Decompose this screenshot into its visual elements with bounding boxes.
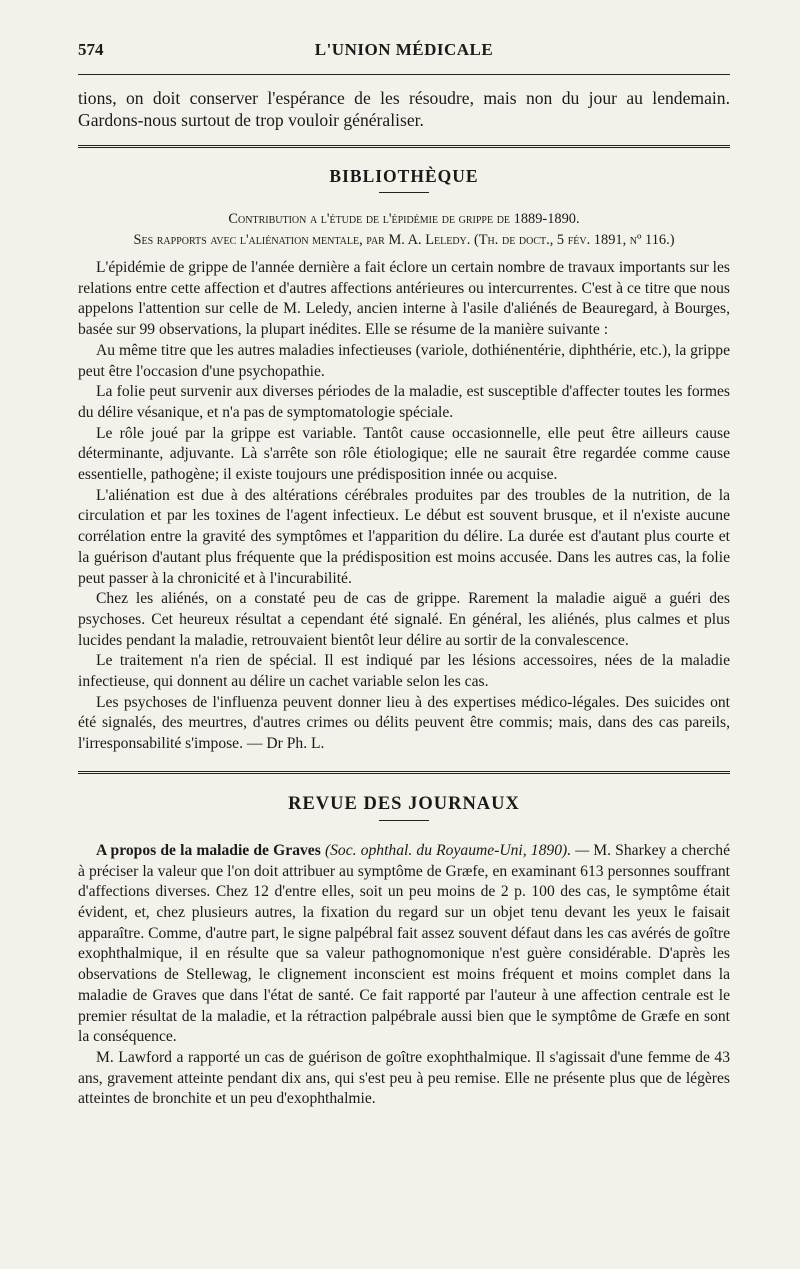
bibliotheque-paragraph: Le traitement n'a rien de spécial. Il est indiqué par les lésions accessoires, nées de la maladie infectieuse, qui donnent au délire un cachet variable selon les cas. <box>78 652 730 691</box>
book-reference-line2: Ses rapports avec l'aliénation mentale, par M. A. Leledy. (Th. de doct., 5 fév. 1891, nº 116.) <box>133 231 675 248</box>
book-reference-line1: Contribution a l'étude de l'épidémie de grippe de 1889-1890. <box>228 211 580 227</box>
page-number: 574 <box>78 40 104 59</box>
revue-paragraph: M. Lawford a rapporté un cas de guérison de goître exophthalmique. Il s'agissait d'une femme de 43 ans, gravement atteinte pendant dix ans, qui s'est peu à peu remise. Elle ne présente plus que de légères atteintes de bronchite et un peu d'exophthalmie. <box>78 1048 730 1108</box>
bibliotheque-paragraph: Les psychoses de l'influenza peuvent donner lieu à des expertises médico-légales. Des suicides ont été signalés, des meurtres, d'autres crimes ou délits peuvent être commis; mais, dans des cas pareils, l'irresponsabilité s'impose. — Dr Ph. L. <box>78 693 730 753</box>
bibliotheque-paragraph: Le rôle joué par la grippe est variable. Tantôt cause occasionnelle, elle peut être ailleurs cause déterminante, adjuvante. Là s'arrête son rôle étiologique; elle ne saurait être regardée comme cause essentielle, pathogène; il existe toujours une prédisposition innée ou acquise. <box>78 424 730 484</box>
bibliotheque-paragraph: Chez les aliénés, on a constaté peu de cas de grippe. Rarement la maladie aiguë a guéri des psychoses. Cet heureux résultat a cependant été signalé. En général, les aliénés, plus calmes et plus lucides pendant la maladie, retrouvaient bientôt leur délire au sortir de la convalescence. <box>78 590 730 649</box>
revue-paragraph: A propos de la maladie de Graves (Soc. ophthal. du Royaume-Uni, 1890). — M. Sharkey a cherché à préciser la valeur que l'on doit attribuer au symptôme de Græfe, en examinant 613 personnes souffrant d'affections diverses. Chez 12 d'entre elles, soit un peu moins de 2 p. 100 des cas, le symptôme était évident, et, chez plusieurs autres, la fixation du regard sur un objet tenu devant les yeux le faisait apparaître. Comme, d'autre part, le signe palpébral fait assez souvent défaut dans les cas avérés de goître exophthalmique, il en résulte que sa valeur pathognomonique n'est guère considérable. D'après les observations de Stellewag, le clignement inconscient est moins fréquent et moins complet dans la maladie de Graves que dans l'état de santé. Ce fait rapporté par l'auteur à une affection centrale est le premier résultat de la maladie, et la rétraction palpébrale aussi bien que le symptôme de Græfe en sont la conséquence. <box>78 841 730 1046</box>
bibliotheque-paragraph: La folie peut survenir aux diverses périodes de la maladie, est susceptible d'affecter toutes les formes du délire vésanique, et n'a pas de symptomatologie spéciale. <box>78 383 730 421</box>
article-source: (Soc. ophthal. du Royaume-Uni, 1890). — <box>324 841 590 859</box>
header-rule <box>78 74 730 75</box>
running-head <box>78 40 730 66</box>
revue-title: REVUE DES JOURNAUX <box>288 793 520 814</box>
bibliotheque-paragraph: L'aliénation est due à des altérations cérébrales produites par des troubles de la nutrition, de la circulation et par les toxines de l'agent infectieux. Le début est souvent brusque, et il n'existe aucune corrélation entre la gravité des symptômes et l'apparition du délire. La durée est d'autant plus courte et la guérison d'autant plus fréquente que la prédisposition est moins accusée. Dans les autres cas, la folie peut passer à la chronicité et à l'incurabilité. <box>78 486 730 587</box>
bibliotheque-paragraph: Au même titre que les autres maladies infectieuses (variole, dothiénentérie, diphthérie, etc.), la grippe peut être l'occasion d'une psychopathie. <box>78 341 730 380</box>
page <box>78 40 730 1110</box>
article-lead: A propos de la maladie de Graves <box>96 841 321 859</box>
journal-title: L'UNION MÉDICALE <box>314 40 494 59</box>
bibliotheque-title: BIBLIOTHÈQUE <box>329 166 479 186</box>
bibliotheque-paragraph: L'épidémie de grippe de l'année dernière a fait éclore un certain nombre de travaux importants sur les relations entre cette affection et d'autres affections antérieures ou intercurrentes. C'est à ce titre que nous appelons l'attention sur celle de M. Leledy, ancien interne à l'asile d'aliénés de Beauregard, à Bourges, basée sur 99 observations, la plupart inédites. Elle se résume de la manière suivante : <box>78 259 730 339</box>
continuation-text: tions, on doit conserver l'espérance de les résoudre, mais non du jour au lendemain. Gardons-nous surtout de trop vouloir généraliser. <box>78 88 730 130</box>
